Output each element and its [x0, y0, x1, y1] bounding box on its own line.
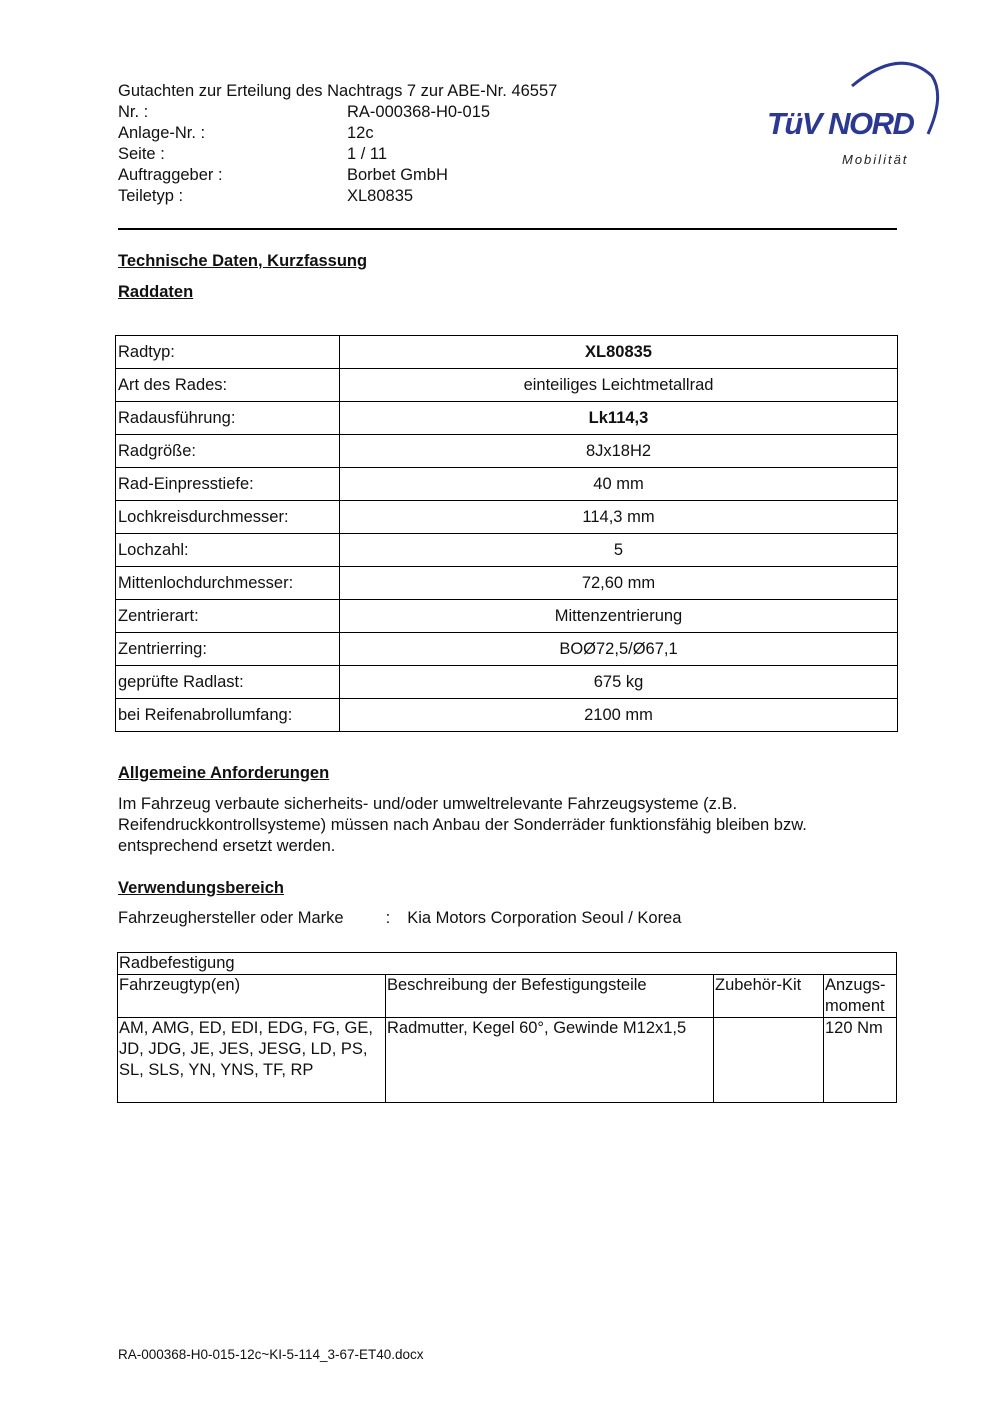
table-row	[118, 953, 897, 975]
header-anzug-line2: moment	[825, 997, 885, 1015]
header-row-anlage	[118, 123, 490, 144]
row-value: 5	[340, 534, 898, 567]
hersteller-separator: :	[385, 909, 391, 927]
header-value: Borbet GmbH	[347, 166, 448, 184]
hersteller-line	[118, 909, 681, 928]
header-value: 1 / 11	[347, 145, 388, 163]
cell-zubehoer	[714, 1018, 824, 1103]
row-value: einteiliges Leichtmetallrad	[340, 369, 898, 402]
hersteller-label: Fahrzeughersteller oder Marke	[118, 909, 344, 927]
logo-subtitle: Mobilität	[842, 152, 909, 167]
table-row	[116, 633, 898, 666]
allgemein-text: Im Fahrzeug verbaute sicherheits- und/oder umweltrelevante Fahrzeugsysteme (z.B. Reifendruckkontrollsysteme) müssen nach Anbau der Sonderräder funktionsfähig bleiben bzw. entsprechend ersetzt werden.	[118, 795, 807, 855]
row-value: BOØ72,5/Ø67,1	[340, 633, 898, 666]
table-row	[116, 534, 898, 567]
document-title: Gutachten zur Erteilung des Nachtrags 7 zur ABE-Nr. 46557	[118, 82, 558, 100]
footer-filename: RA-000368-H0-015-12c~KI-5-114_3-67-ET40.docx	[118, 1347, 424, 1362]
row-value: 8Jx18H2	[340, 435, 898, 468]
header-key: Anlage-Nr. :	[118, 124, 206, 142]
row-label: Lochzahl:	[116, 534, 340, 567]
row-value: Mittenzentrierung	[340, 600, 898, 633]
logo-wordmark: TüV NORD	[767, 106, 914, 141]
header-fields	[118, 102, 490, 207]
header-key: Nr. :	[118, 103, 149, 121]
row-value: Lk114,3	[340, 402, 898, 435]
hersteller-value: Kia Motors Corporation Seoul / Korea	[407, 909, 682, 927]
row-label: Rad-Einpresstiefe:	[116, 468, 340, 501]
header-key: Teiletyp :	[118, 187, 184, 205]
table-row	[116, 666, 898, 699]
header-zubehoer: Zubehör-Kit	[714, 975, 824, 1018]
header-anzugsmoment	[824, 975, 897, 1018]
cell-beschreibung: Radmutter, Kegel 60°, Gewinde M12x1,5	[386, 1018, 714, 1103]
table-header-row	[118, 975, 897, 1018]
header-row-teiletyp	[118, 186, 490, 207]
row-label: Lochkreisdurchmesser:	[116, 501, 340, 534]
section-title-tech: Technische Daten, Kurzfassung	[118, 252, 368, 270]
row-value: 2100 mm	[340, 699, 898, 732]
header-value: XL80835	[347, 187, 414, 205]
header-row-auftraggeber	[118, 165, 490, 186]
tuev-nord-logo	[760, 56, 945, 171]
table-row	[116, 567, 898, 600]
table-row	[116, 501, 898, 534]
raddaten-table	[115, 335, 898, 732]
row-label: bei Reifenabrollumfang:	[116, 699, 340, 732]
table-row	[116, 435, 898, 468]
row-value: 114,3 mm	[340, 501, 898, 534]
row-value: XL80835	[340, 336, 898, 369]
row-label: geprüfte Radlast:	[116, 666, 340, 699]
header-key: Auftraggeber :	[118, 166, 223, 184]
table-row	[116, 468, 898, 501]
row-value: 72,60 mm	[340, 567, 898, 600]
row-label: Mittenlochdurchmesser:	[116, 567, 340, 600]
section-title-raddaten: Raddaten	[118, 283, 194, 301]
header-divider	[118, 228, 897, 230]
section-title-verwendung: Verwendungsbereich	[118, 879, 284, 897]
row-label: Zentrierart:	[116, 600, 340, 633]
table-row	[116, 336, 898, 369]
row-value: 40 mm	[340, 468, 898, 501]
header-anzug-line1: Anzugs-	[825, 976, 886, 994]
header-value: RA-000368-H0-015	[347, 103, 491, 121]
header-fahrzeugtyp: Fahrzeugtyp(en)	[118, 975, 386, 1018]
row-label: Radtyp:	[116, 336, 340, 369]
header-key: Seite :	[118, 145, 165, 163]
table-row	[118, 1018, 897, 1103]
table-row	[116, 600, 898, 633]
header-value: 12c	[347, 124, 374, 142]
row-label: Radgröße:	[116, 435, 340, 468]
befestigung-title: Radbefestigung	[118, 953, 897, 975]
header-beschreibung: Beschreibung der Befestigungsteile	[386, 975, 714, 1018]
radbefestigung-table	[117, 952, 897, 1103]
table-row	[116, 402, 898, 435]
header-row-nr	[118, 102, 490, 123]
cell-anzugsmoment: 120 Nm	[824, 1018, 897, 1103]
cell-fahrzeugtyp: AM, AMG, ED, EDI, EDG, FG, GE, JD, JDG, JE, JES, JESG, LD, PS, SL, SLS, YN, YNS, TF, RP	[118, 1018, 386, 1103]
table-row	[116, 699, 898, 732]
table-row	[116, 369, 898, 402]
header-row-seite	[118, 144, 490, 165]
row-label: Art des Rades:	[116, 369, 340, 402]
section-title-allgemein: Allgemeine Anforderungen	[118, 764, 330, 782]
row-value: 675 kg	[340, 666, 898, 699]
row-label: Zentrierring:	[116, 633, 340, 666]
row-label: Radausführung:	[116, 402, 340, 435]
